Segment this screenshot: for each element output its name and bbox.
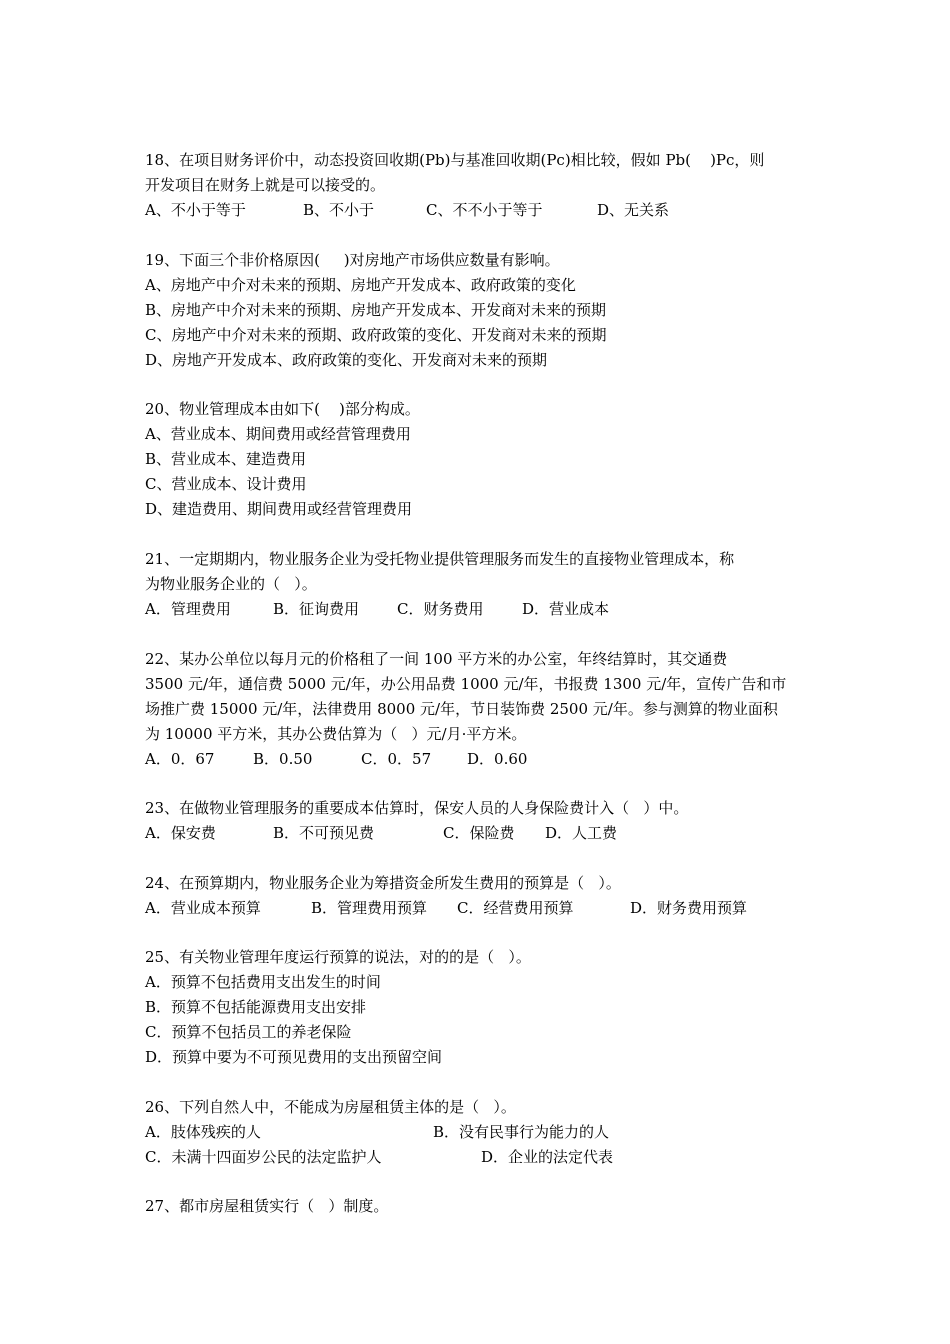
question-23 [145,796,810,846]
option-c: C、不不小于等于 [426,201,543,219]
option-b: B．管理费用预算 [311,899,428,917]
question-stem: 23、在做物业管理服务的重要成本估算时，保安人员的人身保险费计入（ ）中。 [145,799,689,817]
options-row [145,1145,810,1170]
options-row [145,896,810,921]
option-d: D、建造费用、期间费用或经营管理费用 [145,500,413,518]
option-b: B、房地产中介对未来的预期、房地产开发成本、开发商对未来的预期 [145,301,607,319]
question-27 [145,1194,810,1219]
question-stem: 场推广费 15000 元/年，法律费用 8000 元/年，节日装饰费 2500 元/年。参与测算的物业面积 [145,700,778,718]
question-stem: 19、下面三个非价格原因( )对房地产市场供应数量有影响。 [145,251,560,269]
option-d: D．企业的法定代表 [481,1148,614,1166]
options-row [145,198,810,223]
option-d: D．财务费用预算 [630,899,748,917]
option-c: C．预算不包括员工的养老保险 [145,1023,352,1041]
option-c: C．财务费用 [397,600,484,618]
option-a: A．营业成本预算 [145,899,261,917]
option-d: D、无关系 [597,201,670,219]
option-b: B．预算不包括能源费用支出安排 [145,998,367,1016]
option-a: A．预算不包括费用支出发生的时间 [145,973,381,991]
option-b: B、不小于 [303,201,375,219]
option-a: A．0．67 [145,750,215,768]
options-row [145,1120,810,1145]
option-d: D．营业成本 [522,600,610,618]
option-a: A、营业成本、期间费用或经营管理费用 [145,425,411,443]
option-c: C、营业成本、设计费用 [145,475,307,493]
options-row [145,597,810,622]
question-22 [145,647,810,772]
question-26 [145,1095,810,1170]
question-stem: 18、在项目财务评价中，动态投资回收期(Pb)与基准回收期(Pc)相比较，假如 Pb( )Pc，则 [145,151,765,169]
question-21 [145,547,810,622]
question-stem: 26、下列自然人中，不能成为房屋租赁主体的是（ ）。 [145,1098,516,1116]
options-row [145,747,810,772]
option-c: C．未满十四面岁公民的法定监护人 [145,1148,382,1166]
question-25 [145,945,810,1070]
option-a: A．肢体残疾的人 [145,1123,261,1141]
option-d: D．人工费 [545,824,618,842]
option-c: C．经营费用预算 [457,899,574,917]
question-stem: 20、物业管理成本由如下( )部分构成。 [145,400,420,418]
option-a: A．管理费用 [145,600,231,618]
question-stem: 27、都市房屋租赁实行（ ）制度。 [145,1197,389,1215]
option-b: B、营业成本、建造费用 [145,450,307,468]
options-row [145,821,810,846]
question-18 [145,148,810,223]
option-b: B．0.50 [253,750,313,768]
option-c: C．0．57 [361,750,432,768]
option-c: C．保险费 [443,824,515,842]
question-stem: 为物业服务企业的（ ）。 [145,575,317,593]
option-c: C、房地产中介对未来的预期、政府政策的变化、开发商对未来的预期 [145,326,607,344]
question-stem: 24、在预算期内，物业服务企业为筹措资金所发生费用的预算是（ ）。 [145,874,621,892]
option-a: A、不小于等于 [145,201,246,219]
question-24 [145,871,810,921]
question-stem: 为 10000 平方米，其办公费估算为（ ）元/月·平方米。 [145,725,527,743]
question-stem: 3500 元/年，通信费 5000 元/年，办公用品费 1000 元/年，书报费 1300 元/年，宣传广告和市 [145,675,787,693]
option-a: A．保安费 [145,824,216,842]
option-b: B．不可预见费 [273,824,375,842]
option-b: B．征询费用 [273,600,360,618]
question-19 [145,248,810,373]
question-20 [145,397,810,522]
question-stem: 开发项目在财务上就是可以接受的。 [145,176,386,194]
option-d: D、房地产开发成本、政府政策的变化、开发商对未来的预期 [145,351,548,369]
option-d: D．0.60 [467,750,528,768]
option-d: D．预算中要为不可预见费用的支出预留空间 [145,1048,443,1066]
question-stem: 21、一定期期内，物业服务企业为受托物业提供管理服务而发生的直接物业管理成本，称 [145,550,735,568]
option-b: B．没有民事行为能力的人 [433,1123,610,1141]
option-a: A、房地产中介对未来的预期、房地产开发成本、政府政策的变化 [145,276,576,294]
question-stem: 25、有关物业管理年度运行预算的说法，对的的是（ ）。 [145,948,531,966]
question-stem: 22、某办公单位以每月元的价格租了一间 100 平方米的办公室，年终结算时，其交通费 [145,650,728,668]
